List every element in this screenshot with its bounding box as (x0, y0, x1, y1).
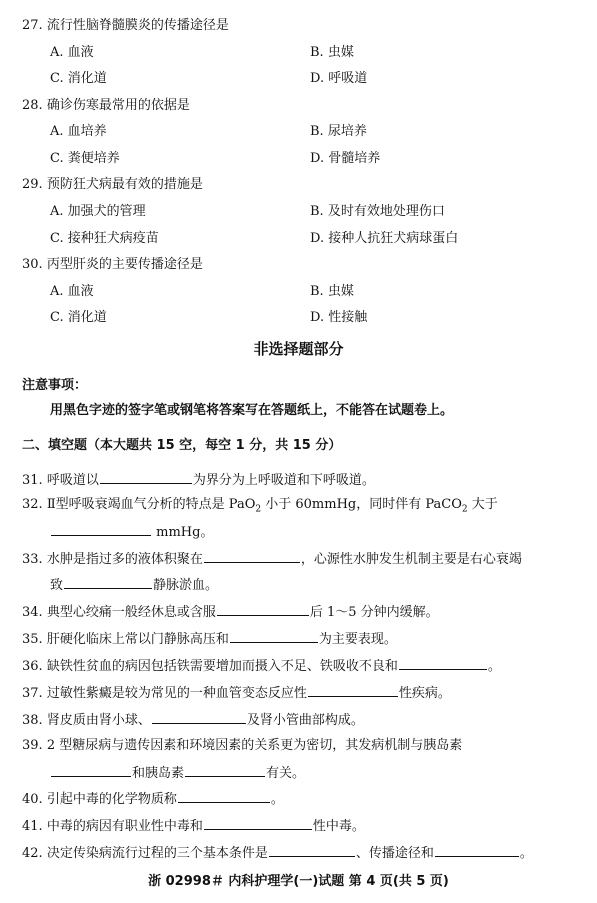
question-31: 31. 呼吸道以 为界分为上呼吸道和下呼吸道。 (22, 473, 375, 488)
question-32: 32. Ⅱ型呼吸衰竭血气分析的特点是 PaO$_2$ 小于 60mmHg，同时伴有 PaCO$_2$ 大于 (22, 497, 498, 515)
option-30d: D. 性接触 (310, 310, 368, 325)
question-42: 42. 决定传染病流行过程的三个基本条件是 、传播途径和 。 (22, 846, 533, 861)
section-title: 非选择题部分 (253, 340, 344, 358)
option-28d: D. 骨髓培养 (310, 151, 381, 166)
answer-blank (435, 844, 519, 857)
answer-blank (178, 790, 270, 803)
page-footer: 浙 02998＃ 内科护理学(一)试题 第 4 页(共 5 页) (148, 874, 449, 889)
answer-blank (51, 764, 131, 777)
question-stem: 流行性脑脊髓膜炎的传播途径是 (46, 18, 229, 33)
question-40: 40. 引起中毒的化学物质称 。 (22, 792, 284, 807)
option-29d: D. 接种人抗狂犬病球蛋白 (310, 231, 459, 246)
question-stem: 预防狂犬病最有效的措施是 (46, 177, 203, 192)
notice-label: 注意事项： (22, 378, 88, 393)
answer-blank (152, 711, 246, 724)
part-title: 二、填空题（本大题共 15 空，每空 1 分，共 15 分） (22, 438, 342, 453)
answer-blank (269, 844, 355, 857)
question-33: 33. 水肿是指过多的液体积聚在 ，心源性水肿发生机制主要是右心衰竭 (22, 552, 522, 567)
question-37: 37. 过敏性紫癜是较为常见的一种血管变态反应性 性疾病。 (22, 686, 451, 701)
question-41: 41. 中毒的病因有职业性中毒和 性中毒。 (22, 819, 365, 834)
answer-blank (64, 576, 152, 589)
question-30 (22, 257, 203, 273)
question-number: 27. (22, 18, 43, 33)
option-28a: A. 血培养 (50, 124, 107, 139)
answer-blank (204, 817, 312, 830)
question-32-cont: mmHg。 (50, 523, 213, 541)
option-30a: A. 血液 (50, 284, 94, 299)
question-29 (22, 177, 203, 193)
option-29a: A. 加强犬的管理 (50, 204, 146, 219)
option-30c: C. 消化道 (50, 310, 107, 325)
option-29c: C. 接种狂犬病疫苗 (50, 231, 159, 246)
question-number: 28. (22, 98, 43, 113)
option-28b: B. 尿培养 (310, 124, 367, 139)
answer-blank (204, 550, 300, 563)
question-36: 36. 缺铁性贫血的病因包括铁需要增加而摄入不足、铁吸收不良和 。 (22, 659, 501, 674)
notice-text: 用黑色字迹的签字笔或钢笔将答案写在答题纸上，不能答在试题卷上。 (50, 403, 454, 418)
answer-blank (308, 684, 398, 697)
option-30b: B. 虫媒 (310, 284, 354, 299)
question-34: 34. 典型心绞痛一般经休息或含服 后 1～5 分钟内缓解。 (22, 605, 439, 620)
question-39-cont: 和胰岛素 有关。 (50, 764, 305, 782)
option-27b: B. 虫媒 (310, 45, 354, 60)
answer-blank (230, 630, 318, 643)
question-39: 39. 2 型糖尿病与遗传因素和环境因素的关系更为密切，其发病机制与胰岛素 (22, 738, 463, 753)
question-stem: 丙型肝炎的主要传播途径是 (46, 257, 203, 272)
answer-blank (185, 764, 265, 777)
option-29b: B. 及时有效地处理伤口 (310, 204, 445, 219)
question-27 (22, 18, 229, 34)
option-28c: C. 粪便培养 (50, 151, 120, 166)
option-27c: C. 消化道 (50, 71, 107, 86)
question-number: 30. (22, 257, 43, 272)
question-38: 38. 肾皮质由肾小球、 及肾小管曲部构成。 (22, 713, 364, 728)
answer-blank (100, 471, 192, 484)
question-35: 35. 肝硬化临床上常以门静脉高压和 为主要表现。 (22, 632, 397, 647)
question-33-cont: 致 静脉淤血。 (50, 578, 219, 593)
answer-blank (399, 657, 487, 670)
option-27d: D. 呼吸道 (310, 71, 368, 86)
question-stem: 确诊伤寒最常用的依据是 (46, 98, 190, 113)
question-number: 29. (22, 177, 43, 192)
answer-blank (51, 523, 151, 536)
answer-blank (217, 603, 309, 616)
option-27a: A. 血液 (50, 45, 94, 60)
question-28 (22, 98, 190, 114)
